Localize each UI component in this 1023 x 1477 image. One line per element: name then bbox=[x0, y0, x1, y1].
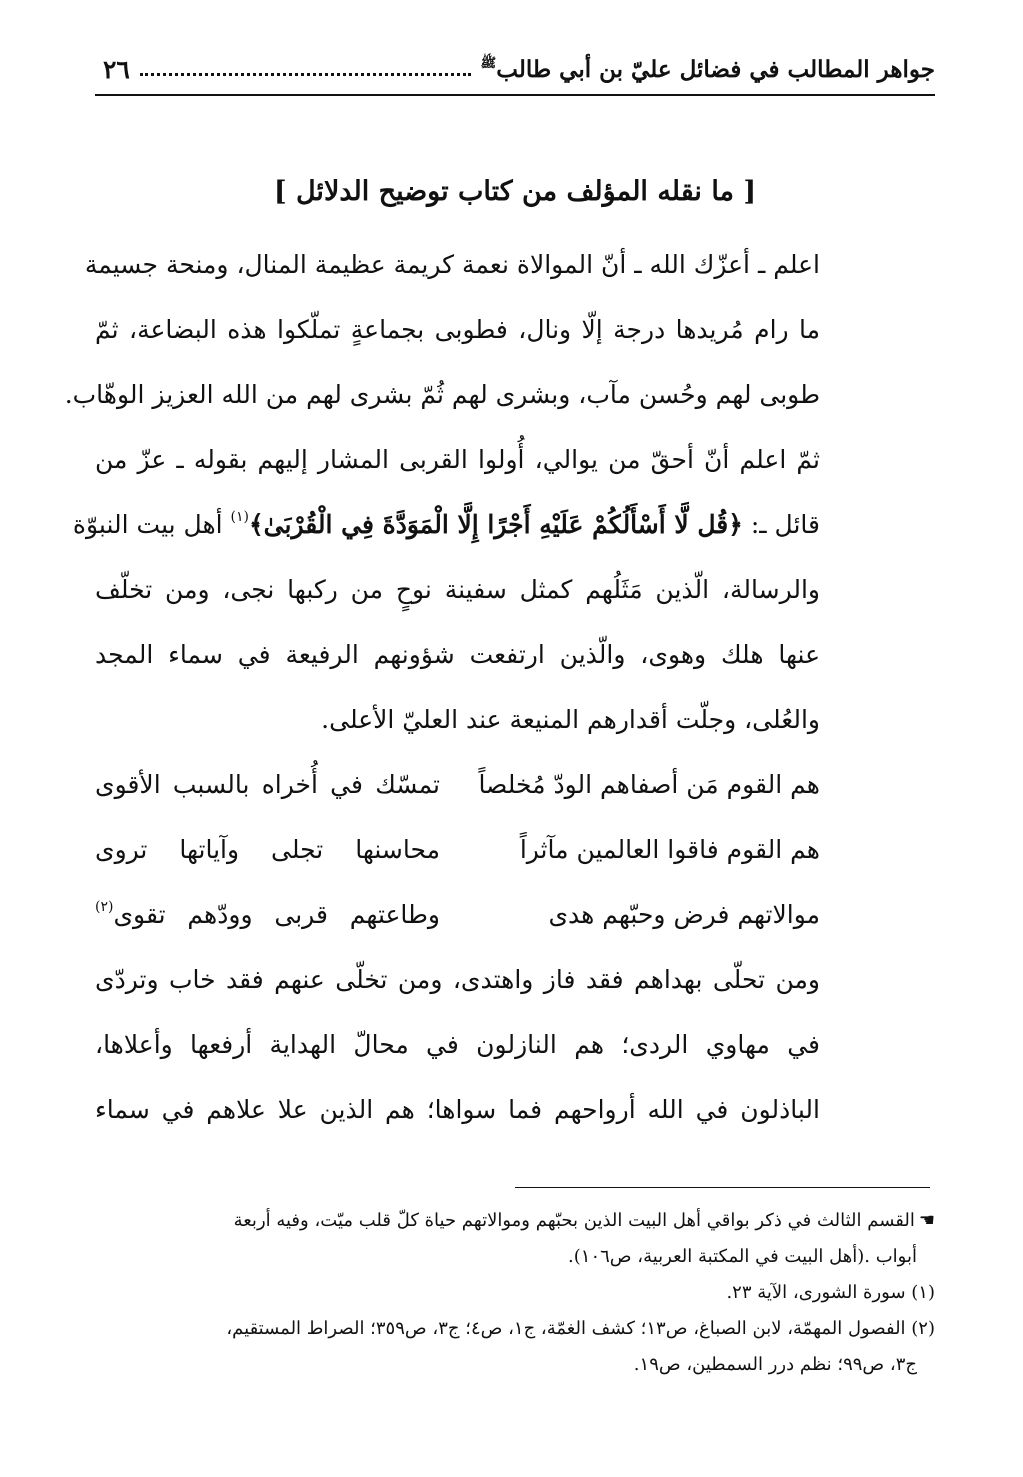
text-line: ما رام مُريدها درجة إلّا ونال، فطوبى بجماعةٍ تملّكوا هذه البضاعة، ثمّ bbox=[95, 315, 820, 344]
main-text bbox=[64, 232, 820, 1142]
text-line: ثمّ اعلم أنّ أحقّ من يوالي، أُولوا القربى المشار إليهم بقوله ـ عزّ من bbox=[95, 445, 820, 474]
text-line: في مهاوي الردى؛ هم النازلون في محالّ الهداية أرفعها وأعلاها، bbox=[95, 1030, 820, 1059]
running-header bbox=[95, 44, 935, 96]
poem-verse bbox=[95, 752, 820, 817]
footnote-2-cont: ج٣، ص٩٩؛ نظم درر السمطين، ص١٩. bbox=[633, 1354, 917, 1375]
footnote-source-cont: أبواب .(أهل البيت في المكتبة العربية، ص١٠٦). bbox=[568, 1246, 917, 1267]
text-line: اعلم ـ أعزّك الله ـ أنّ الموالاة نعمة كريمة عظيمة المنال، ومنحة جسيمة bbox=[84, 250, 820, 279]
footnote-ref-2: (٢) bbox=[95, 899, 114, 915]
quran-verse: ﴿قُل لَّا أَسْأَلُكُمْ عَلَيْهِ أَجْرًا إِلَّا الْمَوَدَّةَ فِي الْقُرْبَىٰ﴾ bbox=[249, 510, 743, 539]
footnote-source: ☚القسم الثالث في ذكر بواقي أهل البيت الذين بحبّهم وموالاتهم حياة كلّ قلب ميّت، وفيه أربعة bbox=[95, 1203, 935, 1239]
text-line: الباذلون في الله أرواحهم فما سواها؛ هم الذين علا علاهم في سماء bbox=[95, 1095, 820, 1124]
poem-verse bbox=[95, 817, 820, 882]
quote-continuation: أهل بيت النبوّة bbox=[72, 510, 231, 539]
section-title: [ ما نقله المؤلف من كتاب توضيح الدلائل ] bbox=[273, 176, 757, 207]
hemistich-first: هم القوم مَن أصفاهم الودّ مُخلصاً bbox=[478, 770, 820, 799]
book-title: جواهر المطالب في فضائل عليّ بن أبي طالب$^ﷺ$ bbox=[480, 56, 935, 83]
text-line: عنها هلك وهوى، والّذين ارتفعت شؤونهم الرفيعة في سماء المجد bbox=[95, 640, 820, 669]
page-number: ٢٦ bbox=[103, 54, 130, 84]
hemistich-second: وطاعتهم قربى وودّهم تقوى$^{(٢)}$ bbox=[95, 899, 440, 929]
quote-intro: قائل ـ: bbox=[742, 510, 820, 539]
leader-dots bbox=[140, 73, 471, 76]
text-line: طوبى لهم وحُسن مآب، وبشرى لهم ثُمّ بشرى لهم من الله العزيز الوهّاب. bbox=[64, 380, 820, 409]
hemistich-first: هم القوم فاقوا العالمين مآثراً bbox=[519, 835, 820, 864]
hemistich-second: تمسّك في أُخراه بالسبب الأقوى bbox=[95, 770, 440, 799]
footnote-2: (٢) الفصول المهمّة، لابن الصباغ، ص١٣؛ كشف الغمّة، ج١، ص٤؛ ج٣، ص٣٥٩؛ الصراط المستقيم، bbox=[226, 1318, 935, 1339]
hemistich-second: محاسنها تجلى وآياتها تروى bbox=[95, 835, 440, 864]
text-line: ومن تحلّى بهداهم فقد فاز واهتدى، ومن تخلّى عنهم فقد خاب وتردّى bbox=[95, 965, 820, 994]
poem-verse bbox=[95, 882, 820, 947]
text-line: والرسالة، الّذين مَثَلُهم كمثل سفينة نوحٍ من ركبها نجى، ومن تخلّف bbox=[95, 575, 820, 604]
footnote-1: (١) سورة الشورى، الآية ٢٣. bbox=[726, 1282, 935, 1303]
text-line: والعُلى، وجلّت أقدارهم المنيعة عند العليّ الأعلى. bbox=[321, 705, 820, 734]
footnote-separator bbox=[515, 1187, 930, 1188]
footnote-ref-1: (١) bbox=[230, 509, 250, 525]
text-line-quran bbox=[72, 492, 820, 557]
hemistich-first: موالاتهم فرض وحبّهم هدى bbox=[548, 900, 820, 929]
pointing-hand-icon: ☚ bbox=[918, 1210, 935, 1231]
honorific-mark: ﷺ bbox=[480, 56, 497, 71]
footnotes bbox=[95, 1203, 935, 1383]
